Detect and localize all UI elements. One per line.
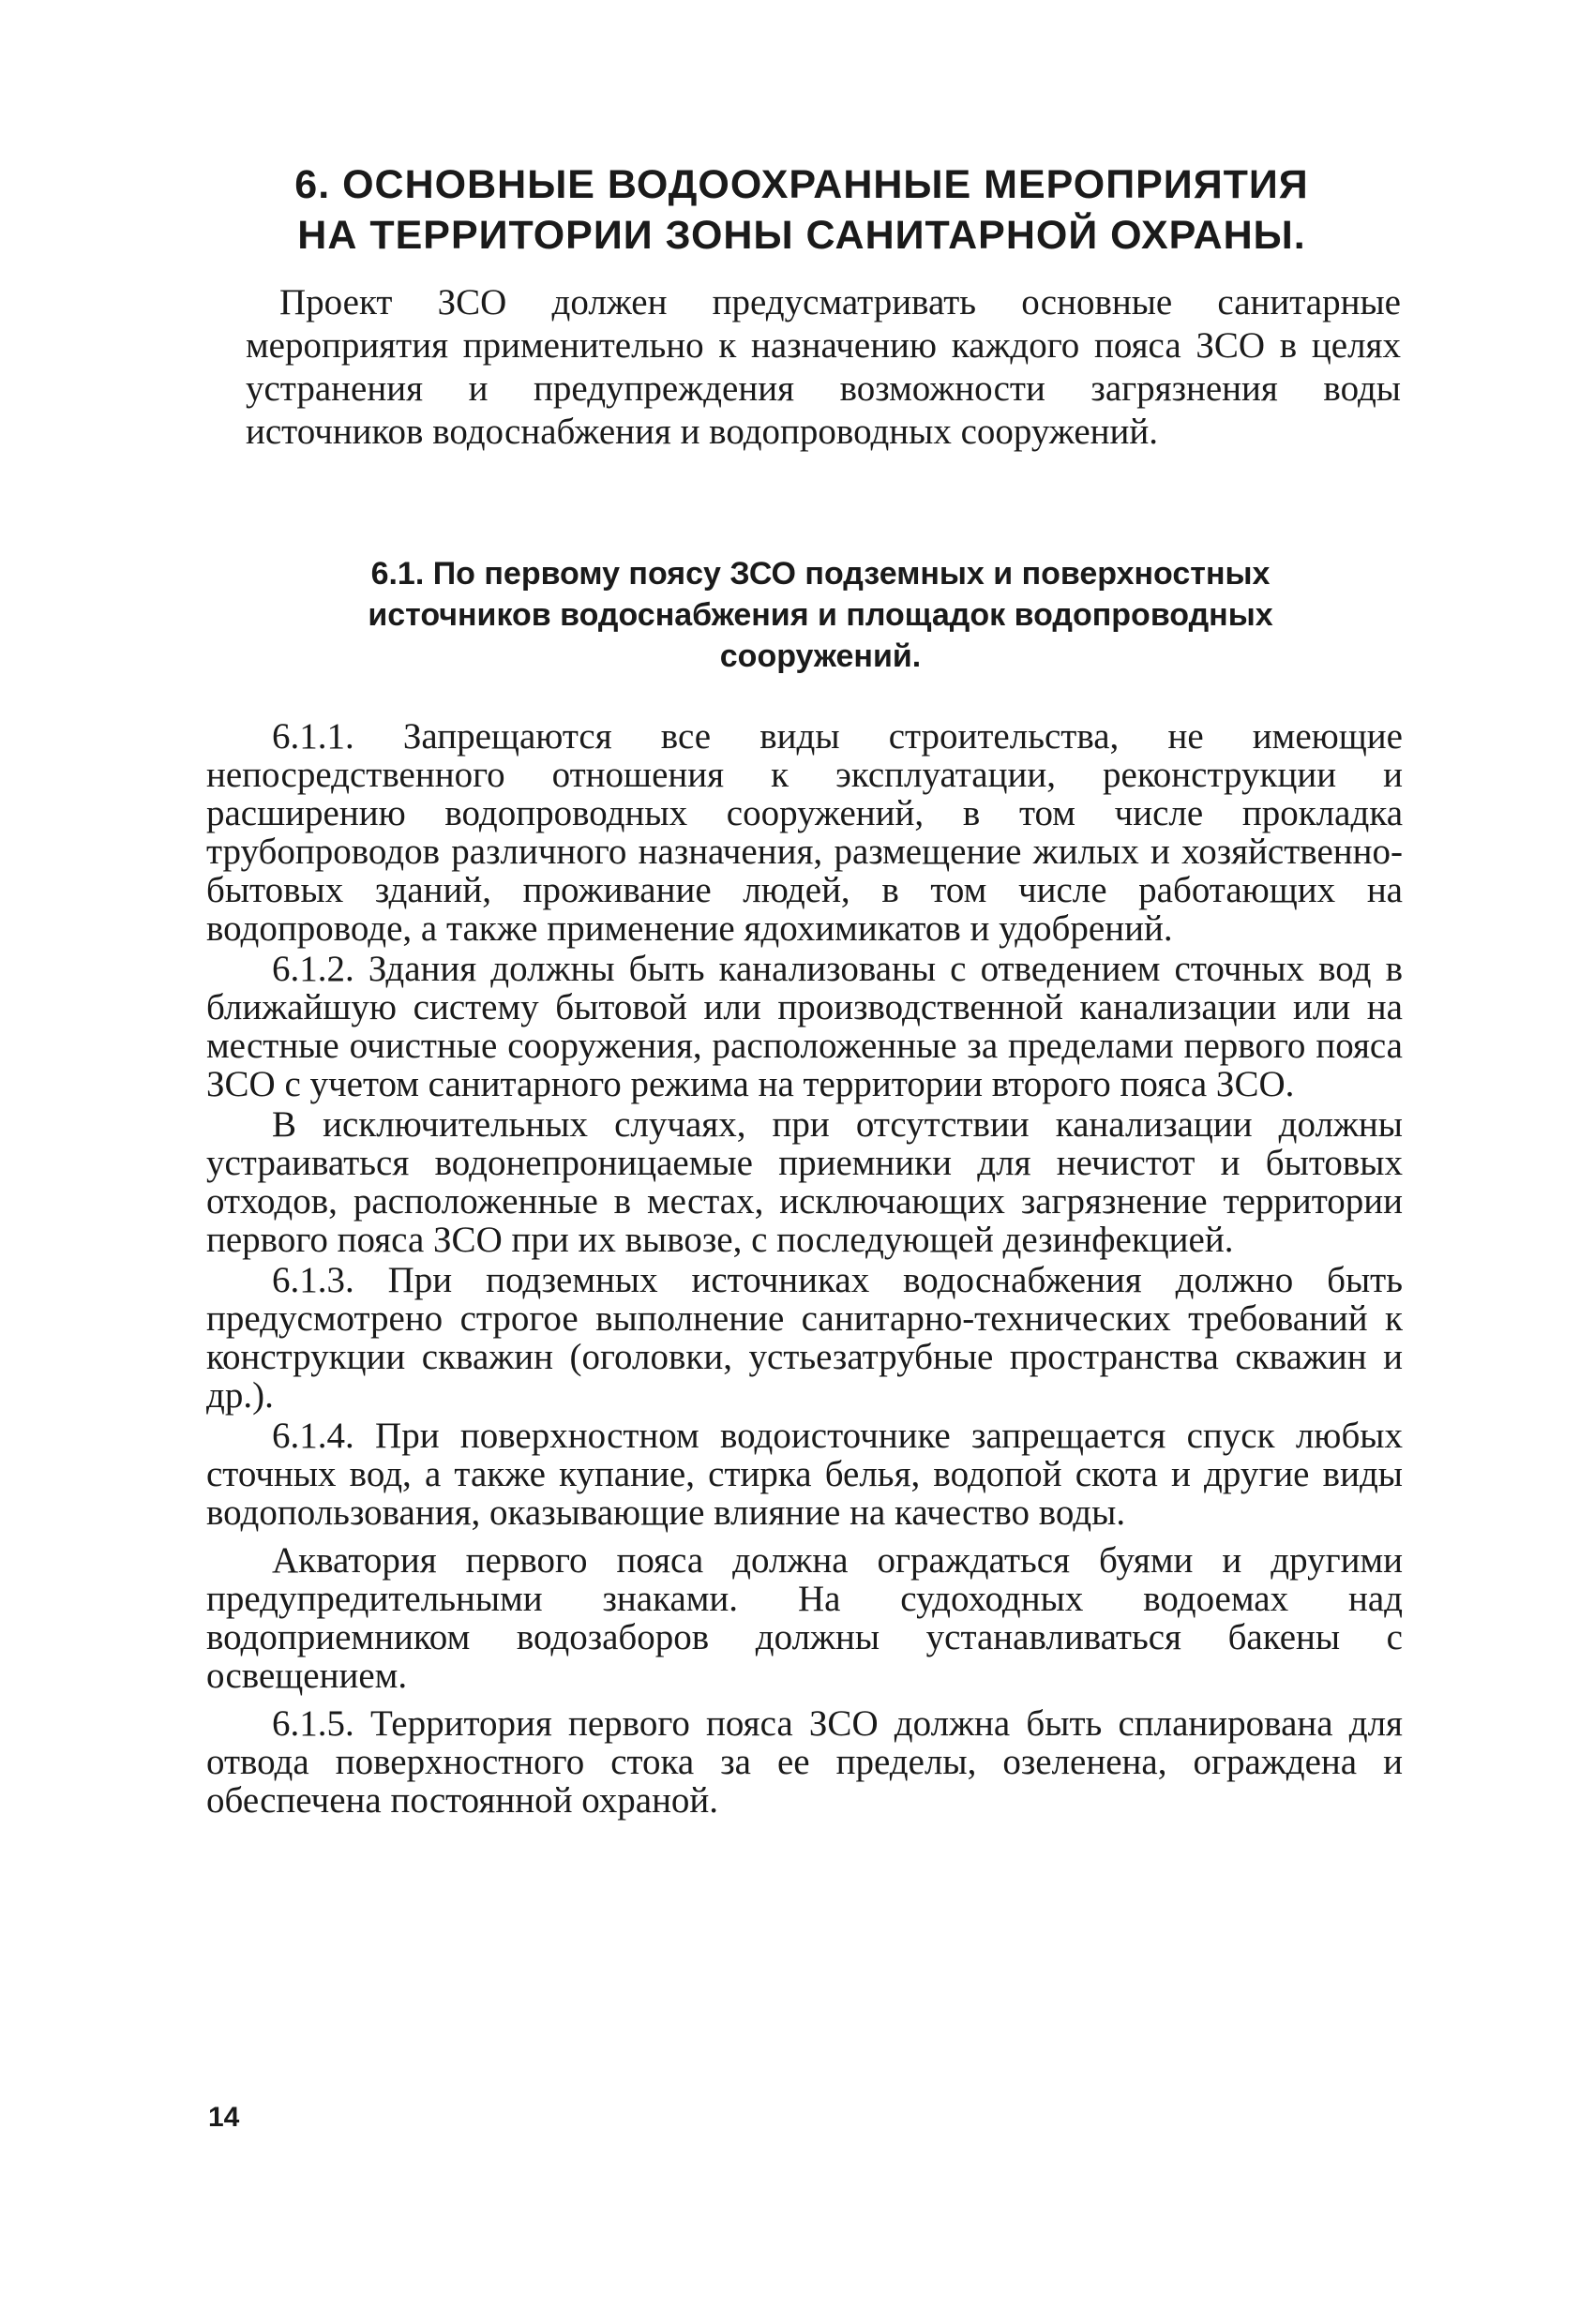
subsection-title-line-2: источников водоснабжения и площадок водопроводных	[368, 597, 1273, 633]
paragraph-6-1-3: 6.1.3. При подземных источниках водоснабжения должно быть предусмотрено строгое выполнение санитарно-технических требований к конструкции скважин (оголовки, устьезатрубные пространства скважин и др.).	[206, 1260, 1403, 1416]
paragraph-6-1-4: 6.1.4. При поверхностном водоисточнике запрещается спуск любых сточных вод, а также купание, стирка белья, водопой скота и другие виды водопользования, оказывающие влияние на качество воды.	[206, 1416, 1403, 1533]
paragraph-exceptional-cases: В исключительных случаях, при отсутствии канализации должны устраиваться водонепроницаемые приемники для нечистот и бытовых отходов, расположенные в местах, исключающих загрязнение территории первого пояса ЗСО при их вывозе, с последующей дезинфекцией.	[206, 1104, 1403, 1260]
paragraph-6-1-2: 6.1.2. Здания должны быть канализованы с отведением сточных вод в ближайшую систему бытовой или производственной канализации или на местные очистные сооружения, расположенные за пределами первого пояса ЗСО с учетом санитарного режима на территории второго пояса ЗСО.	[206, 949, 1403, 1104]
paragraph-water-area: Акватория первого пояса должна ограждаться буями и другими предупредительными знаками. На судоходных водоемах над водоприемником водозаборов должны устанавливаться бакены с освещением.	[206, 1540, 1403, 1696]
subsection-title-line-1: 6.1. По первому поясу ЗСО подземных и поверхностных	[370, 556, 1271, 592]
section-title-line-1: 6. ОСНОВНЫЕ ВОДООХРАННЫЕ МЕРОПРИЯТИЯ	[294, 162, 1309, 207]
body-text	[206, 717, 1403, 1822]
subsection-title	[234, 553, 1406, 677]
paragraph-6-1-1: 6.1.1. Запрещаются все виды строительства, не имеющие непосредственного отношения к эксплуатации, реконструкции и расширению водопроводных сооружений, в том числе прокладка трубопроводов различного назначения, размещение жилых и хозяйственно-бытовых зданий, проживание людей, в том числе работающих на водопроводе, а также применение ядохимикатов и удобрений.	[206, 716, 1403, 949]
paragraph-6-1-5: 6.1.5. Территория первого пояса ЗСО должна быть спланирована для отвода поверхностного стока за ее пределы, озеленена, ограждена и обеспечена постоянной охраной.	[206, 1703, 1403, 1821]
subsection-title-line-3: сооружений.	[719, 638, 922, 674]
section-title-line-2: НА ТЕРРИТОРИИ ЗОНЫ САНИТАРНОЙ ОХРАНЫ.	[297, 213, 1306, 258]
page-number: 14	[208, 2102, 240, 2133]
intro-paragraph: Проект ЗСО должен предусматривать основные санитарные мероприятия применительно к назначению каждого пояса ЗСО в целях устранения и предупреждения возможности загрязнения воды источников водоснабжения и водопроводных сооружений.	[246, 282, 1401, 452]
section-title	[216, 159, 1388, 261]
